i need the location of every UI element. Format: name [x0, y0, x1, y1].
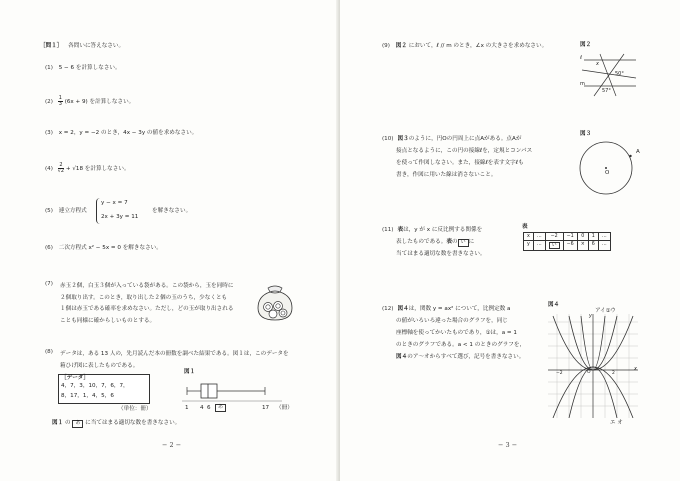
axis-label: 17	[262, 405, 270, 411]
x-axis-label: x	[634, 366, 637, 372]
curve-top-labels: アイ①ウ	[595, 308, 616, 314]
section-header: ［問１］ 各問いに答えなさい。	[40, 43, 125, 49]
curve-bottom-labels: エ オ	[610, 420, 623, 426]
parabola-graph	[548, 314, 638, 418]
blank-box-a: あ	[215, 404, 226, 412]
question-10-text: (10) 図３のように，円Oの円周上に点Aがある。点Aが 接点となるように，この円の接線ℓを，定規とコンパス を使って作図しなさい。また，接線ℓを表す文字ℓも 書き，作図に用いた線は消さないこと。	[382, 136, 533, 178]
axis-label: 6	[207, 405, 211, 411]
point-a-label: A	[636, 149, 640, 155]
page-number: − 3 −	[498, 441, 518, 449]
line-m-label: m	[580, 81, 585, 87]
question-11-text: (11) 表は，y が x に反比例する関係を 表したものである。表の い に 当てはまる適切な数を書きなさい。	[382, 227, 486, 257]
angle-57-label: 57°	[602, 88, 611, 94]
equation-brace	[96, 198, 100, 224]
angle-x-label: x	[596, 61, 599, 67]
box-plot	[182, 377, 282, 403]
equation-2: 2x + 3y = 11	[101, 214, 139, 220]
figure-4-label: 図４	[548, 302, 560, 308]
question-4: (4) $\frac{2}{√2}$ + √18 を計算しなさい。	[45, 162, 130, 174]
origin-label: O	[587, 370, 591, 375]
fraction: $\frac{2}{√2}$	[57, 162, 65, 174]
question-7-text: 赤玉２個，白玉３個が入っている袋がある。この袋から，玉を同時に ２個取り出す。このとき，取り出した２個の玉のうち，少なくとも １個は赤玉である確率を求めなさい。ただし，どの玉が取り出される ことも同様に確からしいものとする。	[60, 283, 234, 324]
page-number: − 2 −	[162, 441, 182, 449]
question-8-text: データは，ある 13 人の，先月読んだ本の冊数を調べた結果である。図１は，このデータを 箱ひげ図に表したものである。	[60, 351, 289, 369]
table-row-x: x … −2 −1 0 1 …	[524, 233, 611, 241]
angle-50-label: 50°	[615, 71, 624, 77]
data-row: 8，17，1，4，5，6	[61, 393, 114, 399]
question-1: (1) 5 − 6 を計算しなさい。	[45, 65, 121, 71]
question-12-text: (12) 図４は，関数 y = ax² について，比例定数 a の値がいろいろ違った場合のグラフを，同じ 座標軸を使ってかいたものであり，①は，a = 1 のときのグラフである。a < 1 のときのグラフを， 図４のア〜オからすべて選び，記号を書きなさい。	[382, 306, 526, 360]
figure-1-label: 図１	[184, 369, 196, 375]
axis-unit: （冊）	[276, 405, 293, 411]
figure-2-label: 図２	[580, 42, 592, 48]
axis-label: 4	[200, 405, 204, 411]
question-3: (3) x = 2，y = −2 のとき，4x − 3y の値を求めなさい。	[45, 130, 198, 136]
point-o-label: O	[605, 170, 610, 176]
table-label: 表	[522, 224, 528, 230]
line-l-label: ℓ	[580, 55, 583, 61]
equation-tail: を解きなさい。	[152, 208, 192, 214]
tick-2: 2	[612, 371, 615, 376]
right-page: (9) 図２ において，ℓ // m のとき，∠x の大きさを求めなさい。 図２ ℓ m x 50° 57° (10) 図３のように，円Oの円周上に点Aがある。点Aが 接点となるように，この円の接線ℓを，定規とコンパス を使って作図しなさい。また，接線ℓを表す文字ℓも 書き，作図に用いた線は消さないこと。 図３ A O (11) 表は，y が x に反比例する関係を 表したものである。表の い に 当てはまる適切な数を書きなさい。 表 x … −2 −1 0 1 … y … い −6 × 6 … (12) 図４は，関数 y = ax² について，比例定数 a の値がいろいろ違った場合のグラフを，同じ 座標軸を使ってかいたものであり，①は，a = 1 のときのグラフである。a < 1 のときのグラフを， 図４のア〜オからすべて選び，記号を書きなさい。 図４ アイ①ウ y x 2 −2 O エ オ − 3 −	[340, 0, 680, 481]
tick-neg2: −2	[556, 371, 563, 376]
question-6: (6) 二次方程式 x² − 5x = 0 を解きなさい。	[45, 245, 162, 251]
ball-bag-illustration	[254, 282, 296, 322]
axis-label: 1	[185, 405, 189, 411]
data-unit: （単位：冊）	[118, 406, 152, 412]
table-row-y: y … い −6 × 6 …	[524, 241, 611, 251]
question-8-footer: 図１ の あ に当てはまる適切な数を書きなさい。	[52, 420, 181, 426]
left-page: ［問１］ 各問いに答えなさい。 (1) 5 − 6 を計算しなさい。 (2) $\frac{1}{3}$ (6x + 9) を計算しなさい。 (3) x = 2，y = −2 のとき，4x − 3y の値を求めなさい。 (4) $\frac{2}{√2}$ + √18 を計算しなさい。 (5) 連立方程式 y − x = 7 2x + 3y = 11 を解きなさい。 (6) 二次方程式 x² − 5x = 0 を解きなさい。 (7) 赤玉２個，白玉３個が入っている袋がある。この袋から，玉を同時に ２個取り出す。このとき，取り出した２個の玉のうち，少なくとも １個は赤玉である確率を求めなさい。ただし，どの玉が取り出される ことも同様に確からしいものとする。 (8) データは，ある 13 人の，先月読んだ本の冊数を調べた結果である。図１は，このデータを 箱ひげ図に表したものである。 ［データ］ 4，7，3，10，7，6，7， 8，17，1，4，5，6 （単位：冊） 図１ 1 4 6 あ 17 （冊） 図１ の あ に当てはまる適切な数を書きなさい。 − 2 −	[0, 0, 340, 481]
inverse-proportion-table	[523, 232, 611, 251]
y-axis-label: y	[589, 313, 592, 319]
data-title: ［データ］	[61, 375, 89, 381]
question-2: (2) $\frac{1}{3}$ (6x + 9) を計算しなさい。	[45, 95, 135, 107]
figure-3-label: 図３	[580, 131, 592, 137]
circle-figure	[576, 138, 642, 198]
data-row: 4，7，3，10，7，6，7，	[61, 383, 129, 389]
fraction: $\frac{1}{3}$	[58, 95, 62, 107]
equation-1: y − x = 7	[101, 200, 128, 206]
